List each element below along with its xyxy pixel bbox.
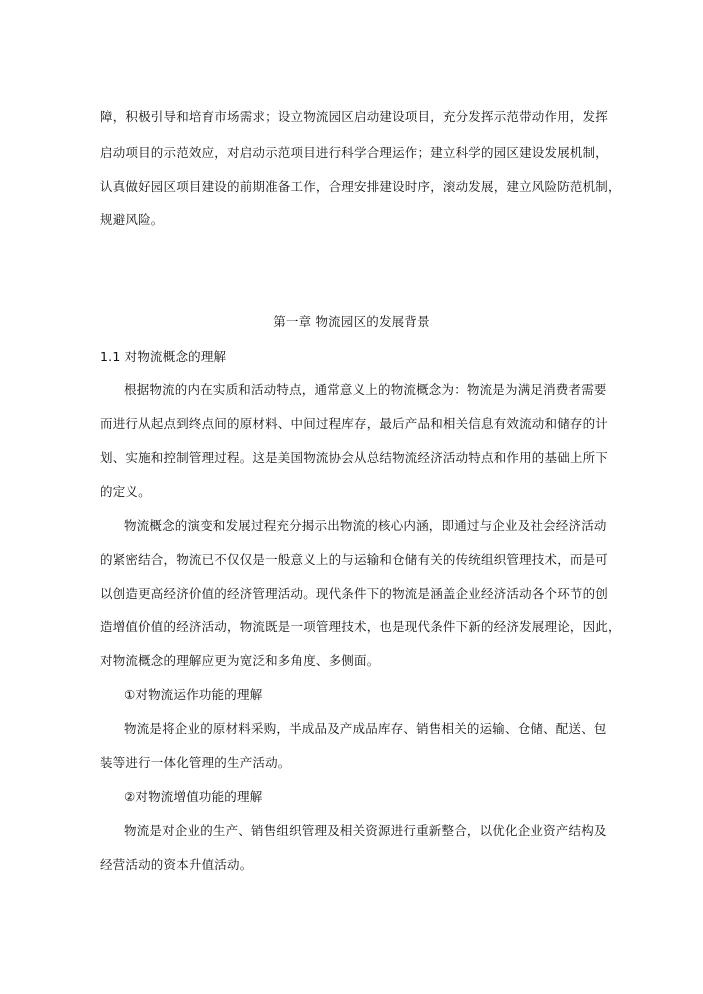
subsection-heading: ①对物流运作功能的理解 [124,687,263,702]
text-line: 经营活动的资本升值活动。 [100,857,253,872]
text-line: 认真做好园区项目建设的前期准备工作，合理安排建设时序，滚动发展，建立风险防范机制， [100,179,621,194]
text-line: 对物流概念的理解应更为宽泛和多角度、多侧面。 [100,653,380,668]
section-heading: 1.1 对物流概念的理解 [100,349,227,364]
text-line: 启动项目的示范效应，对启动示范项目进行科学合理运作；建立科学的园区建设发展机制， [100,145,609,160]
text-line: 而进行从起点到终点间的原材料、中间过程库存，最后产品和相关信息有效流动和储存的计 [100,416,609,431]
text-line: 划、实施和控制管理过程。这是美国物流协会从总结物流经济活动特点和作用的基础上所下 [100,450,609,465]
text-line: 装等进行一体化管理的生产活动。 [100,755,291,770]
text-line: 造增值价值的经济活动，物流既是一项管理技术，也是现代条件下新的经济发展理论，因此， [100,619,621,634]
text-line: 以创造更高经济价值的经济管理活动。现代条件下的物流是涵盖企业经济活动各个环节的创 [100,586,609,601]
text-line: 规避风险。 [100,212,164,227]
text-line: 物流概念的演变和发展过程充分揭示出物流的核心内涵，即通过与企业及社会经济活动 [124,518,607,533]
text-line: 的紧密结合，物流已不仅仅是一般意义上的与运输和仓储有关的传统组织管理技术，而是可 [100,552,609,567]
text-line: 物流是对企业的生产、销售组织管理及相关资源进行重新整合，以优化企业资产结构及 [124,823,607,838]
text-line: 的定义。 [100,484,151,499]
text-line: 物流是将企业的原材料采购，半成品及产成品库存、销售相关的运输、仓储、配送、包 [124,721,607,736]
text-line: 障，积极引导和培育市场需求；设立物流园区启动建设项目，充分发挥示范带动作用，发挥 [100,109,609,124]
chapter-title: 第一章 物流园区的发展背景 [273,314,430,329]
text-line: 根据物流的内在实质和活动特点，通常意义上的物流概念为：物流是为满足消费者需要 [124,382,607,397]
subsection-heading: ②对物流增值功能的理解 [124,789,263,804]
